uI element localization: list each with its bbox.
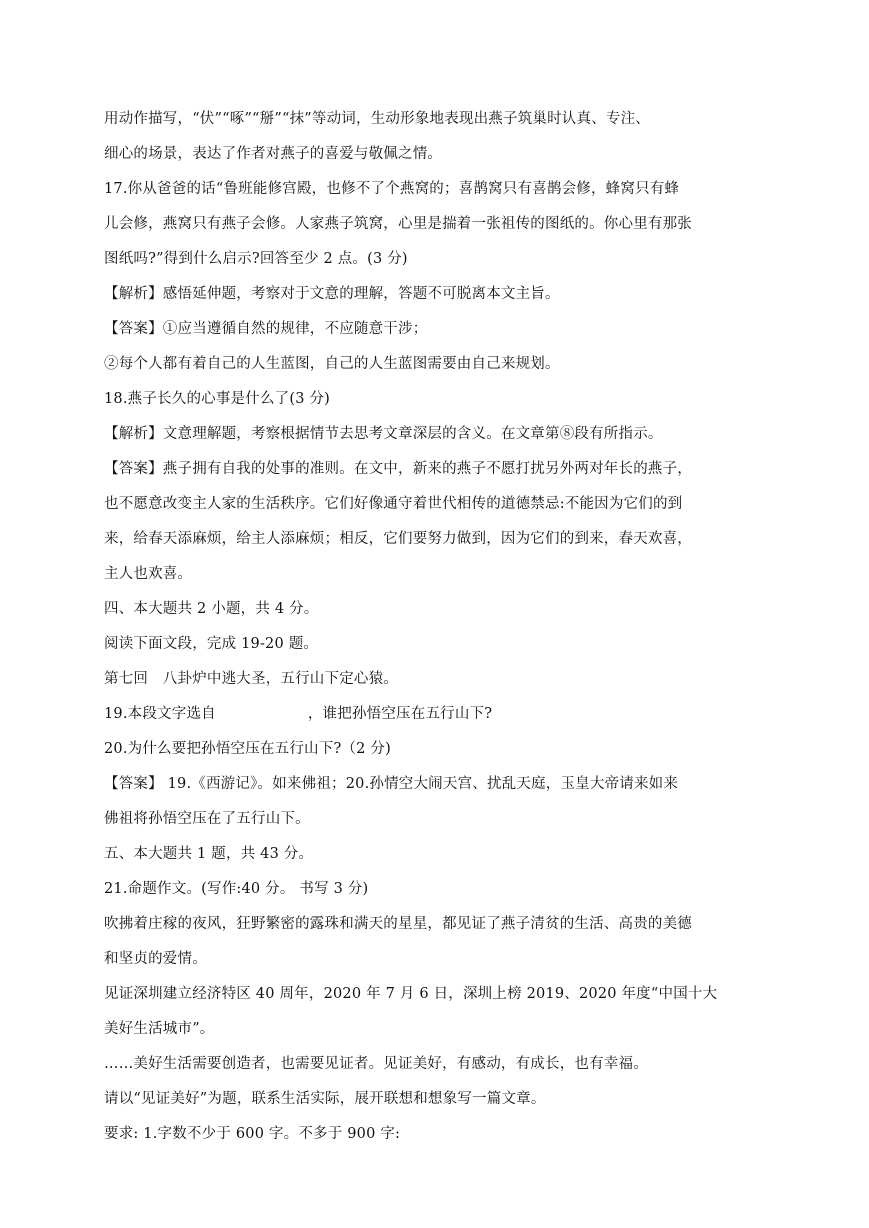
q17-analysis: 【解析】感悟延伸题，考察对于文意的理解，答题不可脱离本文主旨。 (104, 286, 560, 302)
q17-question-line: 图纸吗?”得到什么启示?回答至少 2 点。(3 分) (104, 251, 408, 267)
q21-prompt-line: 吹拂着庄稼的夜风，狂野繁密的露珠和满天的星星，都见证了燕子清贫的生活、高贵的美德 (104, 916, 692, 932)
q18-answer-line: 主人也欢喜。 (104, 566, 193, 582)
q20-question: 20.为什么要把孙悟空压在五行山下?（2 分) (104, 741, 391, 757)
q17-question-line: 17.你从爸爸的话“鲁班能修宫殿，也修不了个燕窝的；喜鹊窝只有喜鹊会修，蜂窝只有蜂 (104, 181, 680, 197)
section4-heading: 四、本大题共 2 小题，共 4 分。 (104, 601, 319, 617)
q17-answer-line: 【答案】①应当遵循自然的规律，不应随意干涉； (104, 321, 428, 337)
q17-question-line: 儿会修，燕窝只有燕子会修。人家燕子筑窝，心里是揣着一张祖传的图纸的。你心里有那张 (104, 216, 692, 232)
q21-prompt-line: 见证深圳建立经济特区 40 周年，2020 年 7 月 6 日，深圳上榜 2019、2020 年度“中国十大 (104, 986, 718, 1002)
chapter-title: 第七回 八卦炉中逃大圣，五行山下定心猿。 (104, 671, 398, 687)
q19-question (104, 697, 764, 732)
q19-suffix: ，谁把孙悟空压在五行山下? (307, 706, 493, 722)
q18-answer-line: 来，给春天添麻烦，给主人添麻烦；相反，它们要努力做到，因为它们的到来，春天欢喜， (104, 531, 692, 547)
section4-instruction: 阅读下面文段，完成 19-20 题。 (104, 636, 319, 652)
q21-prompt-line: 和坚贞的爱情。 (104, 951, 207, 967)
q16-answer-line: 细心的场景，表达了作者对燕子的喜爱与敬佩之情。 (104, 146, 443, 162)
q18-analysis: 【解析】文意理解题，考察根据情节去思考文章深层的含义。在文章第⑧段有所指示。 (104, 426, 663, 442)
q16-answer-line: 用动作描写，“伏”“啄”“掰”“抹”等动词，生动形象地表现出燕子筑巢时认真、专注、 (104, 111, 650, 127)
q18-question: 18.燕子长久的心事是什么了(3 分) (104, 391, 331, 407)
q19-20-answer-line: 【答案】 19.《西游记》。如来佛祖；20.孙情空大闹天宫、扰乱天庭，玉皇大帝请来如来 (104, 776, 679, 792)
q21-question: 21.命题作文。(写作:40 分。 书写 3 分) (104, 881, 369, 897)
q18-answer-line: 【答案】燕子拥有自我的处事的准则。在文中，新来的燕子不愿打扰另外两对年长的燕子， (104, 461, 692, 477)
q18-answer-line: 也不愿意改变主人家的生活秩序。它们好像通守着世代相传的道德禁忌:不能因为它们的到 (104, 496, 683, 512)
q21-requirement: 要求: 1.字数不少于 600 字。不多于 900 字: (104, 1126, 401, 1142)
q21-prompt-line: 请以“见证美好”为题，联系生活实际，展开联想和想象写一篇文章。 (104, 1091, 546, 1107)
q19-prefix: 19.本段文字选自 (104, 706, 216, 722)
section5-heading: 五、本大题共 1 题，共 43 分。 (104, 846, 314, 862)
q21-prompt-line: ……美好生活需要创造者，也需要见证者。见证美好，有感动，有成长，也有幸福。 (104, 1056, 648, 1072)
q17-answer-line: ②每个人都有着自己的人生蓝图，自己的人生蓝图需要由自己来规划。 (104, 356, 560, 372)
q19-20-answer-line: 佛祖将孙悟空压在了五行山下。 (104, 811, 310, 827)
q21-prompt-line: 美好生活城市”。 (104, 1021, 215, 1037)
document-body (104, 102, 764, 1152)
